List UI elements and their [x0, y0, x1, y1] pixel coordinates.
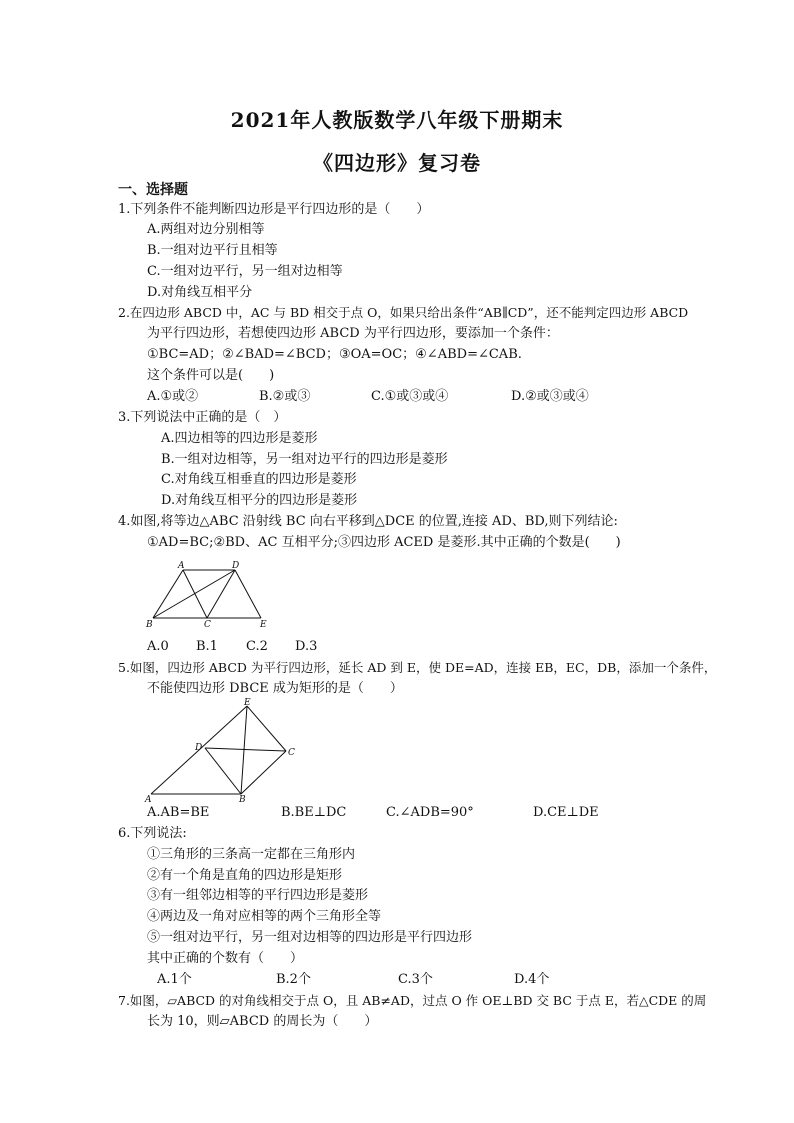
segment-BC [241, 751, 286, 794]
question-2-stem-line1: 2.在四边形 ABCD 中，AC 与 BD 相交于点 O，如果只给出条件“AB∥CD”，还不能判定四边形 ABCD [118, 305, 689, 320]
question-6-option-c: C.3个 [398, 972, 433, 987]
question-1-option-c: C.一组对边平行，另一组对边相等 [147, 264, 343, 279]
section-heading: 一、选择题 [118, 182, 188, 198]
question-6-question: 其中正确的个数有（ ） [147, 951, 304, 966]
question-6-option-d: D.4个 [514, 972, 550, 987]
question-6-item-1: ①三角形的三条高一定都在三角形内 [147, 847, 356, 862]
question-6-item-4: ④两边及一角对应相等的两个三角形全等 [147, 909, 382, 924]
point-label-e: E [244, 698, 251, 708]
point-label-b: B [146, 620, 153, 630]
question-5-option-b: B.BE⊥DC [281, 805, 347, 820]
question-5-stem-line1: 5.如图，四边形 ABCD 为平行四边形，延长 AD 到 E，使 DE=AD，连接 EB，EC，DB，添加一个条件， [118, 660, 717, 675]
point-label-e: E [260, 620, 267, 630]
question-2-stem-line2: 为平行四边形，若想使四边形 ABCD 为平行四边形，要添加一个条件： [147, 326, 559, 341]
question-4-option-a: A.0 [147, 639, 169, 654]
question-3-option-a: A.四边相等的四边形是菱形 [161, 431, 318, 446]
point-label-a: A [145, 795, 152, 804]
question-4-option-c: C.2 [246, 639, 268, 654]
question-5-stem-line2: 不能使四边形 DBCE 成为矩形的是（ ） [147, 681, 403, 696]
question-5-option-c: C.∠ADB=90° [386, 805, 474, 820]
segment-DE [235, 570, 261, 618]
segment-CD [205, 748, 286, 751]
question-6-item-3: ③有一组邻边相等的平行四边形是菱形 [147, 888, 369, 903]
point-label-c: C [288, 748, 295, 758]
question-4-option-b: B.1 [196, 639, 218, 654]
question-4-stem-line2: ①AD=BC;②BD、AC 互相平分;③四边形 ACED 是菱形.其中正确的个数是( ) [147, 535, 621, 550]
question-3-stem: 3.下列说法中正确的是（ ） [118, 410, 287, 425]
question-6-option-a: A.1个 [157, 972, 192, 987]
segment-EC [247, 706, 286, 751]
question-2-option-c: C.①或③或④ [371, 389, 449, 404]
question-7-stem-line2: 长为 10，则▱ABCD 的周长为（ ） [147, 1014, 378, 1029]
segment-AC [183, 570, 207, 618]
question-1-option-b: B.一组对边平行且相等 [147, 243, 278, 258]
question-6-option-b: B.2个 [276, 972, 311, 987]
point-label-a: A [178, 561, 185, 571]
question-4-stem-line1: 4.如图,将等边△ABC 沿射线 BC 向右平移到△DCE 的位置,连接 AD、BD,则下列结论: [118, 514, 618, 529]
question-4-option-d: D.3 [295, 639, 318, 654]
question-2-stem-line4: 这个条件可以是( ) [147, 368, 275, 383]
question-5-option-a: A.AB=BE [147, 805, 210, 820]
segment-DB [205, 748, 241, 794]
question-1-option-a: A.两组对边分别相等 [147, 222, 265, 237]
page-title-line2: 《四边形》复习卷 [313, 151, 481, 175]
question-2-option-b: B.②或③ [259, 389, 311, 404]
question-5-option-d: D.CE⊥DE [533, 805, 599, 820]
point-label-d: D [232, 561, 240, 571]
question-1-option-d: D.对角线互相平分 [147, 285, 253, 300]
segment-AB [153, 570, 183, 618]
segment-BD [153, 570, 235, 618]
question-6-item-5: ⑤一组对边平行，另一组对边相等的四边形是平行四边形 [147, 930, 473, 945]
question-2-conditions: ①BC=AD；②∠BAD=∠BCD；③OA=OC；④∠ABD=∠CAB. [147, 347, 522, 362]
question-2-option-d: D.②或③或④ [511, 389, 589, 404]
point-label-c: C [204, 620, 211, 630]
question-3-option-b: B.一组对边相等，另一组对边平行的四边形是菱形 [161, 452, 448, 467]
question-6-item-2: ②有一个角是直角的四边形是矩形 [147, 868, 343, 883]
question-3-option-c: C.对角线互相垂直的四边形是菱形 [161, 472, 357, 487]
question-5-figure [143, 696, 303, 804]
question-6-stem: 6.下列说法: [118, 826, 187, 841]
question-7-stem-line1: 7.如图，▱ABCD 的对角线相交于点 O，且 AB≠AD，过点 O 作 OE⊥BD 交 BC 于点 E，若△CDE 的周 [118, 993, 707, 1008]
question-2-option-a: A.①或② [147, 389, 199, 404]
question-4-figure [143, 560, 273, 630]
question-3-option-d: D.对角线互相平分的四边形是菱形 [161, 493, 358, 508]
point-label-b: B [239, 795, 246, 804]
point-label-d: D [195, 743, 203, 753]
page-title-line1: 2021年人教版数学八年级下册期末 [230, 108, 564, 132]
question-1-stem: 1.下列条件不能判断四边形是平行四边形的是（ ） [118, 202, 430, 217]
segment-DC [207, 570, 235, 618]
